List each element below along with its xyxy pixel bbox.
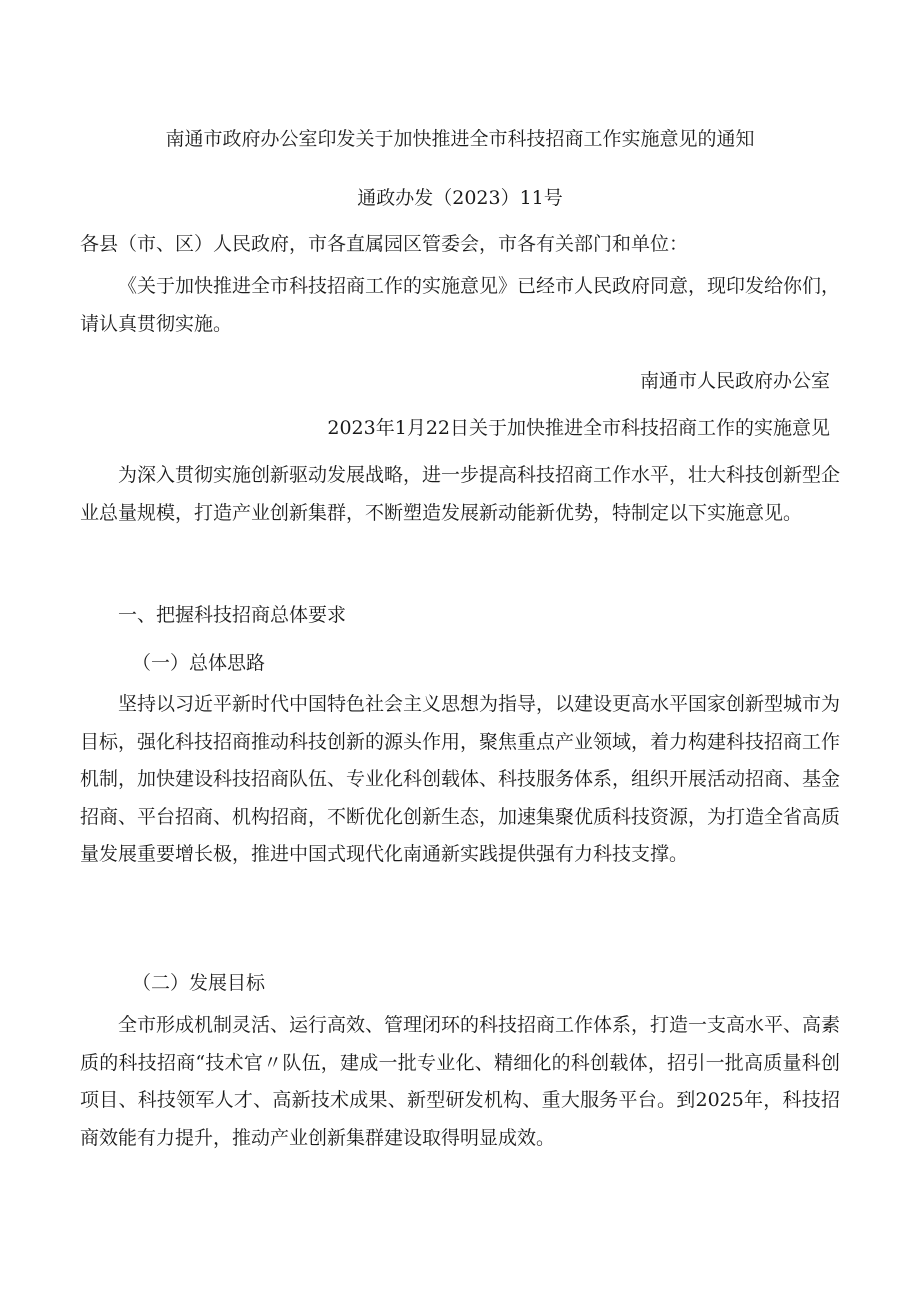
date-and-title: 2023年1月22日关于加快推进全市科技招商工作的实施意见 (327, 417, 830, 439)
subsection2-body: 全市形成机制灵活、运行高效、管理闭环的科技招商工作体系，打造一支高水平、高素质的科技招商“技术官〃队伍，建成一批专业化、精细化的科创载体，招引一批高质量科创项目、科技领军人才、高新技术成果、新型研发机构、重大服务平台。到2025年，科技招商效能有力提升，推动产业创新集群建设取得明显成效。 (80, 1014, 841, 1149)
subsection1-heading: （一）总体思路 (132, 652, 266, 674)
addressee: 各县（市、区）人民政府，市各直属园区管委会，市各有关部门和单位： (80, 233, 689, 255)
subsection1-body: 坚持以习近平新时代中国特色社会主义思想为指导，以建设更高水平国家创新型城市为目标，强化科技招商推动科技创新的源头作用，聚焦重点产业领域，着力构建科技招商工作机制，加快建设科技招商队伍、专业化科创载体、科技服务体系，组织开展活动招商、基金招商、平台招商、机构招商，不断优化创新生态，加速集聚优质科技资源，为打造全省高质量发展重要增长极，推进中国式现代化南通新实践提供强有力科技支撑。 (80, 693, 841, 865)
document-number: 通政办发（2023）11号 (357, 187, 563, 209)
issuer: 南通市人民政府办公室 (639, 370, 830, 392)
section1-heading: 一、把握科技招商总体要求 (118, 604, 347, 626)
intro-paragraph: 为深入贯彻实施创新驱动发展战略，进一步提高科技招商工作水平，壮大科技创新型企业总量规模，打造产业创新集群，不断塑造发展新动能新优势，特制定以下实施意见。 (80, 464, 841, 524)
document-title: 南通市政府办公室印发关于加快推进全市科技招商工作实施意见的通知 (165, 128, 755, 150)
notice-body: 《关于加快推进全市科技招商工作的实施意见》已经市人民政府同意，现印发给你们，请认真贯彻实施。 (80, 275, 841, 335)
subsection2-heading: （二）发展目标 (132, 972, 266, 994)
